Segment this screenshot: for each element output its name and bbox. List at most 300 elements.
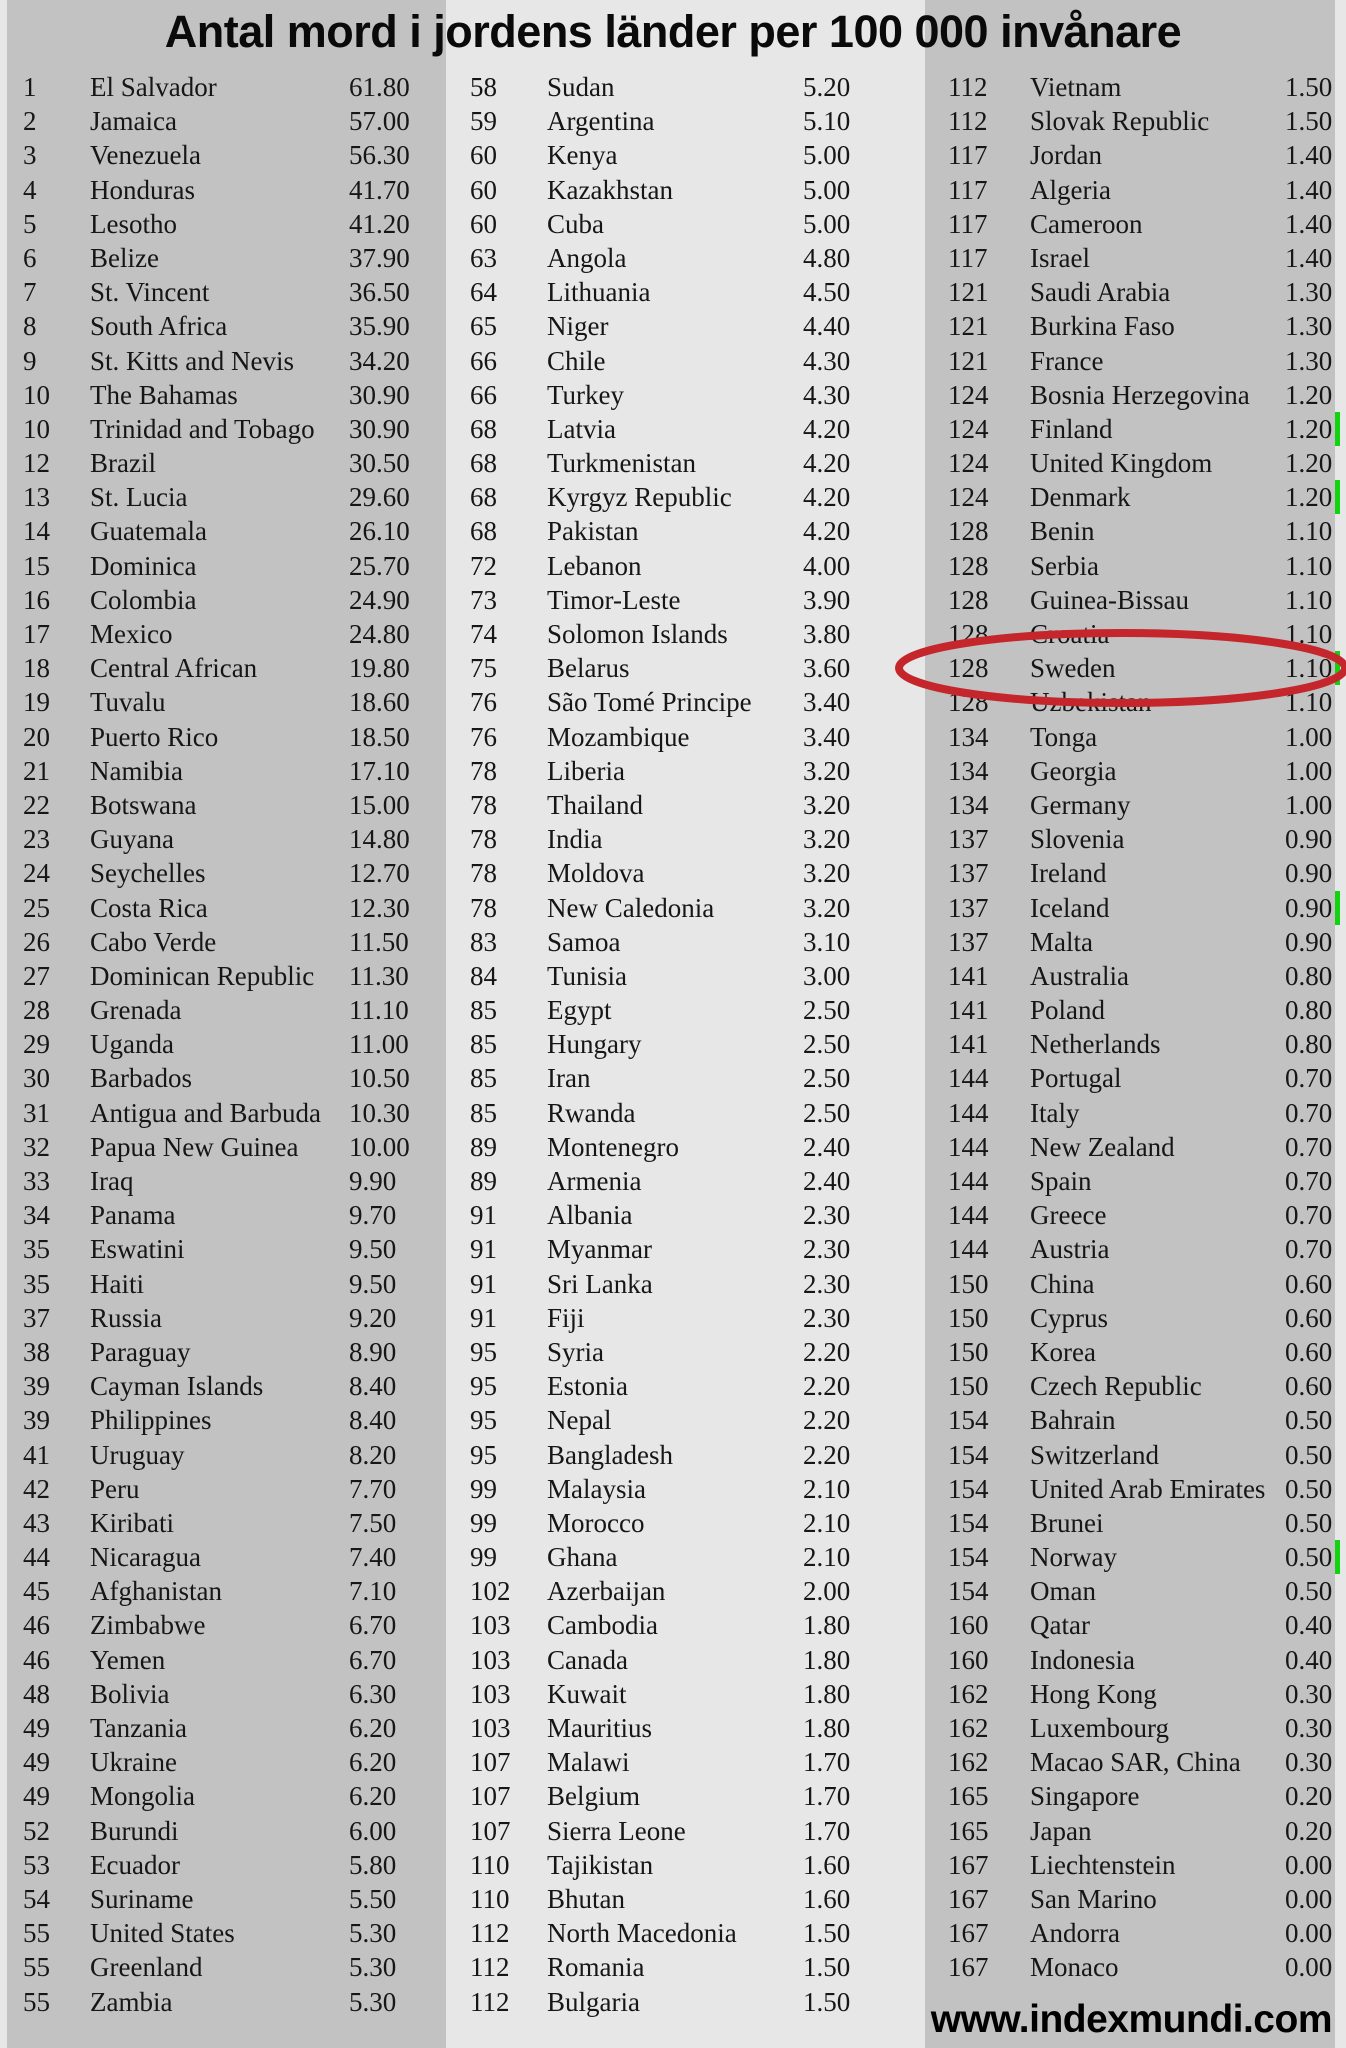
- value-cell: 2.50: [803, 1029, 851, 1060]
- country-cell: Liechtenstein: [1030, 1849, 1176, 1880]
- table-row: [23, 720, 425, 754]
- rank-cell: 84: [470, 960, 497, 991]
- rank-cell: 78: [470, 789, 497, 820]
- rank-cell: 154: [948, 1576, 989, 1607]
- table-row: [470, 1232, 883, 1266]
- rank-cell: 46: [23, 1644, 50, 1675]
- table-row: [948, 1540, 1346, 1574]
- rank-cell: 60: [470, 140, 497, 171]
- country-cell: Kyrgyz Republic: [547, 482, 732, 513]
- country-cell: Turkey: [547, 379, 625, 410]
- value-cell: 4.20: [803, 482, 851, 513]
- rank-cell: 52: [23, 1815, 50, 1846]
- country-cell: Liberia: [547, 755, 625, 786]
- value-cell: 0.70: [1285, 1200, 1333, 1231]
- source-website: www.indexmundi.com: [930, 1998, 1332, 2041]
- country-cell: Algeria: [1030, 174, 1111, 205]
- table-row: [948, 412, 1346, 446]
- value-cell: 2.50: [803, 1063, 851, 1094]
- value-cell: 2.40: [803, 1166, 851, 1196]
- rank-cell: 49: [23, 1747, 50, 1778]
- value-cell: 2.50: [803, 995, 851, 1026]
- rank-cell: 128: [948, 653, 989, 684]
- table-row: [948, 446, 1346, 480]
- value-cell: 0.90: [1285, 892, 1333, 923]
- country-cell: Czech Republic: [1030, 1371, 1202, 1402]
- rank-cell: 10: [23, 413, 50, 444]
- country-cell: Macao SAR, China: [1030, 1747, 1241, 1778]
- value-cell: 1.30: [1285, 277, 1333, 308]
- rank-cell: 137: [948, 824, 989, 855]
- country-cell: Belarus: [547, 653, 630, 684]
- rank-cell: 165: [948, 1815, 989, 1846]
- table-row: [23, 1950, 425, 1984]
- country-cell: Italy: [1030, 1097, 1080, 1128]
- country-cell: Korea: [1030, 1336, 1096, 1367]
- country-cell: Greenland: [90, 1952, 203, 1983]
- table-row: [470, 617, 883, 651]
- country-cell: United Arab Emirates: [1030, 1473, 1266, 1504]
- rank-cell: 27: [23, 960, 50, 991]
- table-row: [470, 1745, 883, 1779]
- country-cell: Canada: [547, 1644, 628, 1675]
- rank-cell: 49: [23, 1713, 50, 1743]
- country-cell: Jordan: [1030, 140, 1102, 171]
- country-cell: Suriname: [90, 1883, 194, 1914]
- rank-cell: 39: [23, 1371, 50, 1402]
- value-cell: 1.60: [803, 1883, 851, 1914]
- rank-cell: 103: [470, 1678, 511, 1709]
- value-cell: 1.40: [1285, 140, 1333, 171]
- value-cell: 2.50: [803, 1097, 851, 1128]
- table-row: [23, 378, 425, 412]
- table-row: [23, 1335, 425, 1369]
- table-row: [23, 925, 425, 959]
- rank-cell: 91: [470, 1302, 497, 1333]
- country-cell: Serbia: [1030, 550, 1099, 581]
- rank-cell: 68: [470, 516, 497, 547]
- country-cell: Hong Kong: [1030, 1678, 1157, 1709]
- table-row: [948, 70, 1346, 104]
- value-cell: 1.40: [1285, 174, 1333, 205]
- value-cell: 30.50: [349, 448, 410, 479]
- rank-cell: 141: [948, 960, 989, 991]
- rank-cell: 144: [948, 1166, 989, 1196]
- country-cell: Guinea-Bissau: [1030, 584, 1189, 615]
- table-row: [470, 1916, 883, 1950]
- table-row: [948, 1916, 1346, 1950]
- rank-cell: 91: [470, 1200, 497, 1231]
- rank-cell: 38: [23, 1336, 50, 1367]
- country-cell: Kenya: [547, 140, 618, 171]
- rank-cell: 60: [470, 174, 497, 205]
- country-cell: Fiji: [547, 1302, 585, 1333]
- value-cell: 0.30: [1285, 1678, 1333, 1709]
- table-row: [23, 1472, 425, 1506]
- rank-cell: 78: [470, 858, 497, 889]
- value-cell: 0.90: [1285, 824, 1333, 855]
- rank-cell: 25: [23, 892, 50, 923]
- value-cell: 41.20: [349, 208, 410, 239]
- rank-cell: 103: [470, 1644, 511, 1675]
- country-cell: Luxembourg: [1030, 1713, 1169, 1743]
- rank-cell: 26: [23, 926, 50, 957]
- rank-cell: 107: [470, 1815, 511, 1846]
- rank-cell: 10: [23, 379, 50, 410]
- table-row: [470, 173, 883, 207]
- country-cell: Eswatini: [90, 1234, 185, 1265]
- table-row: [470, 1164, 883, 1198]
- rank-cell: 124: [948, 413, 989, 444]
- country-cell: Pakistan: [547, 516, 639, 547]
- country-cell: Egypt: [547, 995, 612, 1026]
- table-row: [948, 856, 1346, 890]
- value-cell: 56.30: [349, 140, 410, 171]
- value-cell: 3.10: [803, 926, 851, 957]
- table-row: [470, 104, 883, 138]
- table-row: [948, 754, 1346, 788]
- country-cell: Myanmar: [547, 1234, 652, 1265]
- table-row: [948, 344, 1346, 378]
- country-cell: Argentina: [547, 106, 655, 137]
- country-cell: Panama: [90, 1200, 176, 1231]
- rank-cell: 60: [470, 208, 497, 239]
- table-row: [23, 344, 425, 378]
- rank-cell: 150: [948, 1302, 989, 1333]
- value-cell: 0.50: [1285, 1576, 1333, 1607]
- table-row: [23, 1506, 425, 1540]
- country-cell: Tuvalu: [90, 687, 166, 718]
- rank-cell: 6: [23, 242, 37, 273]
- country-cell: Cameroon: [1030, 208, 1143, 239]
- country-cell: Estonia: [547, 1371, 628, 1402]
- country-cell: Ireland: [1030, 858, 1107, 889]
- country-cell: Vietnam: [1030, 72, 1122, 102]
- country-cell: Hungary: [547, 1029, 642, 1060]
- table-row: [470, 549, 883, 583]
- country-cell: Malawi: [547, 1747, 630, 1778]
- value-cell: 30.90: [349, 413, 410, 444]
- table-row: [470, 993, 883, 1027]
- column-3: [948, 70, 1346, 1985]
- value-cell: 2.40: [803, 1131, 851, 1162]
- value-cell: 0.80: [1285, 1029, 1333, 1060]
- rank-cell: 17: [23, 619, 50, 649]
- country-cell: Andorra: [1030, 1918, 1120, 1949]
- country-cell: Cabo Verde: [90, 926, 217, 957]
- value-cell: 1.10: [1285, 687, 1333, 718]
- table-row: [470, 822, 883, 856]
- country-cell: Tunisia: [547, 960, 628, 991]
- rank-cell: 42: [23, 1473, 50, 1504]
- rank-cell: 76: [470, 721, 497, 752]
- rank-cell: 134: [948, 721, 989, 752]
- table-row: [470, 1608, 883, 1642]
- rank-cell: 112: [470, 1918, 510, 1949]
- table-row: [948, 685, 1346, 719]
- table-row: [948, 1198, 1346, 1232]
- table-row: [470, 651, 883, 685]
- country-cell: St. Vincent: [90, 277, 210, 308]
- country-cell: Poland: [1030, 995, 1106, 1026]
- country-cell: Cambodia: [547, 1610, 658, 1641]
- rank-cell: 24: [23, 858, 50, 889]
- table-row: [23, 1369, 425, 1403]
- table-row: [470, 412, 883, 446]
- rank-cell: 53: [23, 1849, 50, 1880]
- rank-cell: 110: [470, 1883, 510, 1914]
- table-row: [23, 1267, 425, 1301]
- country-cell: Norway: [1030, 1542, 1117, 1573]
- value-cell: 1.80: [803, 1644, 851, 1675]
- country-cell: Azerbaijan: [547, 1576, 666, 1607]
- rank-cell: 99: [470, 1507, 497, 1538]
- table-row: [470, 207, 883, 241]
- rank-cell: 78: [470, 892, 497, 923]
- value-cell: 7.10: [349, 1576, 397, 1607]
- country-cell: Barbados: [90, 1063, 192, 1094]
- country-cell: Japan: [1030, 1815, 1092, 1846]
- value-cell: 0.60: [1285, 1302, 1333, 1333]
- value-cell: 3.20: [803, 789, 851, 820]
- country-cell: Denmark: [1030, 482, 1131, 513]
- country-cell: Nicaragua: [90, 1542, 201, 1573]
- value-cell: 18.50: [349, 721, 410, 752]
- value-cell: 6.70: [349, 1644, 397, 1675]
- rank-cell: 55: [23, 1986, 50, 2017]
- table-row: [23, 275, 425, 309]
- rank-cell: 85: [470, 1029, 497, 1060]
- value-cell: 3.90: [803, 584, 851, 615]
- table-row: [23, 1164, 425, 1198]
- rank-cell: 13: [23, 482, 50, 513]
- table-row: [948, 1335, 1346, 1369]
- table-row: [470, 1369, 883, 1403]
- country-cell: Mexico: [90, 619, 173, 649]
- value-cell: 41.70: [349, 174, 410, 205]
- table-row: [948, 549, 1346, 583]
- table-row: [23, 138, 425, 172]
- value-cell: 0.30: [1285, 1747, 1333, 1778]
- country-cell: Uganda: [90, 1029, 174, 1060]
- rank-cell: 160: [948, 1610, 989, 1641]
- value-cell: 0.70: [1285, 1166, 1333, 1196]
- country-cell: Slovak Republic: [1030, 106, 1210, 137]
- value-cell: 4.50: [803, 277, 851, 308]
- rank-cell: 39: [23, 1405, 50, 1436]
- value-cell: 5.80: [349, 1849, 397, 1880]
- table-row: [470, 891, 883, 925]
- table-row: [23, 1985, 425, 2019]
- table-row: [23, 891, 425, 925]
- value-cell: 8.40: [349, 1371, 397, 1402]
- value-cell: 7.70: [349, 1473, 397, 1504]
- country-cell: El Salvador: [90, 72, 217, 102]
- rank-cell: 95: [470, 1336, 497, 1367]
- table-row: [23, 1848, 425, 1882]
- rank-cell: 150: [948, 1268, 989, 1299]
- rank-cell: 167: [948, 1952, 989, 1983]
- table-row: [948, 651, 1346, 685]
- rank-cell: 144: [948, 1063, 989, 1094]
- rank-cell: 78: [470, 755, 497, 786]
- rank-cell: 128: [948, 516, 989, 547]
- rank-cell: 46: [23, 1610, 50, 1641]
- value-cell: 5.30: [349, 1918, 397, 1949]
- value-cell: 2.00: [803, 1576, 851, 1607]
- table-row: [470, 754, 883, 788]
- rank-cell: 66: [470, 379, 497, 410]
- rank-cell: 134: [948, 789, 989, 820]
- country-cell: Antigua and Barbuda: [90, 1097, 321, 1128]
- country-cell: Solomon Islands: [547, 619, 728, 649]
- value-cell: 0.20: [1285, 1781, 1333, 1812]
- rank-cell: 137: [948, 892, 989, 923]
- value-cell: 0.50: [1285, 1439, 1333, 1470]
- table-row: [948, 1950, 1346, 1984]
- rank-cell: 121: [948, 311, 989, 342]
- country-cell: Tajikistan: [547, 1849, 654, 1880]
- value-cell: 6.20: [349, 1713, 397, 1743]
- value-cell: 6.70: [349, 1610, 397, 1641]
- country-cell: Croatia: [1030, 619, 1110, 649]
- value-cell: 4.40: [803, 311, 851, 342]
- rank-cell: 22: [23, 789, 50, 820]
- rank-cell: 112: [948, 72, 988, 102]
- rank-cell: 55: [23, 1952, 50, 1983]
- value-cell: 4.30: [803, 379, 851, 410]
- table-row: [470, 514, 883, 548]
- table-row: [23, 412, 425, 446]
- table-row: [23, 856, 425, 890]
- rank-cell: 141: [948, 1029, 989, 1060]
- table-row: [470, 1027, 883, 1061]
- rank-cell: 128: [948, 687, 989, 718]
- table-row: [23, 822, 425, 856]
- country-cell: Zimbabwe: [90, 1610, 206, 1641]
- rank-cell: 23: [23, 824, 50, 855]
- country-cell: Iceland: [1030, 892, 1110, 923]
- rank-cell: 85: [470, 995, 497, 1026]
- value-cell: 3.40: [803, 721, 851, 752]
- rank-cell: 99: [470, 1473, 497, 1504]
- table-row: [23, 1882, 425, 1916]
- table-row: [23, 309, 425, 343]
- rank-cell: 66: [470, 345, 497, 376]
- rank-cell: 150: [948, 1371, 989, 1402]
- country-cell: South Africa: [90, 311, 228, 342]
- country-cell: Papua New Guinea: [90, 1131, 299, 1162]
- value-cell: 15.00: [349, 789, 410, 820]
- rank-cell: 9: [23, 345, 37, 376]
- value-cell: 3.00: [803, 960, 851, 991]
- value-cell: 4.30: [803, 345, 851, 376]
- value-cell: 0.60: [1285, 1371, 1333, 1402]
- country-cell: Mongolia: [90, 1781, 195, 1812]
- country-cell: Ecuador: [90, 1849, 180, 1880]
- value-cell: 0.70: [1285, 1131, 1333, 1162]
- rank-cell: 112: [470, 1986, 510, 2017]
- value-cell: 10.30: [349, 1097, 410, 1128]
- value-cell: 9.50: [349, 1234, 397, 1265]
- table-row: [23, 1779, 425, 1813]
- country-cell: China: [1030, 1268, 1095, 1299]
- rank-cell: 54: [23, 1883, 50, 1914]
- value-cell: 0.40: [1285, 1644, 1333, 1675]
- rank-cell: 32: [23, 1131, 50, 1162]
- rank-cell: 76: [470, 687, 497, 718]
- value-cell: 2.20: [803, 1371, 851, 1402]
- table-row: [470, 378, 883, 412]
- value-cell: 10.50: [349, 1063, 410, 1094]
- country-cell: Uruguay: [90, 1439, 185, 1470]
- country-cell: Burkina Faso: [1030, 311, 1175, 342]
- value-cell: 8.40: [349, 1405, 397, 1436]
- table-row: [470, 1301, 883, 1335]
- value-cell: 8.90: [349, 1336, 397, 1367]
- value-cell: 2.20: [803, 1336, 851, 1367]
- country-cell: Iran: [547, 1063, 591, 1094]
- rank-cell: 31: [23, 1097, 50, 1128]
- table-row: [23, 549, 425, 583]
- rank-cell: 167: [948, 1849, 989, 1880]
- value-cell: 5.30: [349, 1952, 397, 1983]
- value-cell: 2.20: [803, 1439, 851, 1470]
- rank-cell: 28: [23, 995, 50, 1026]
- value-cell: 0.30: [1285, 1713, 1333, 1743]
- country-cell: Tanzania: [90, 1713, 188, 1743]
- rank-cell: 12: [23, 448, 50, 479]
- rank-cell: 162: [948, 1678, 989, 1709]
- table-row: [948, 309, 1346, 343]
- table-row: [948, 1061, 1346, 1095]
- table-row: [470, 138, 883, 172]
- value-cell: 1.80: [803, 1610, 851, 1641]
- value-cell: 0.00: [1285, 1883, 1333, 1914]
- rank-cell: 19: [23, 687, 50, 718]
- country-cell: Samoa: [547, 926, 621, 957]
- table-row: [23, 754, 425, 788]
- rank-cell: 107: [470, 1747, 511, 1778]
- rank-cell: 37: [23, 1302, 50, 1333]
- table-row: [948, 925, 1346, 959]
- value-cell: 12.30: [349, 892, 410, 923]
- country-cell: Slovenia: [1030, 824, 1125, 855]
- table-row: [948, 891, 1346, 925]
- rank-cell: 83: [470, 926, 497, 957]
- country-cell: Kazakhstan: [547, 174, 673, 205]
- rank-cell: 165: [948, 1781, 989, 1812]
- value-cell: 1.70: [803, 1747, 851, 1778]
- value-cell: 0.70: [1285, 1063, 1333, 1094]
- table-row: [948, 1096, 1346, 1130]
- rank-cell: 65: [470, 311, 497, 342]
- table-row: [948, 1711, 1346, 1745]
- country-cell: Niger: [547, 311, 609, 342]
- country-cell: Turkmenistan: [547, 448, 697, 479]
- rank-cell: 112: [948, 106, 988, 137]
- country-cell: St. Kitts and Nevis: [90, 345, 295, 376]
- value-cell: 5.20: [803, 72, 851, 102]
- country-cell: Timor-Leste: [547, 584, 681, 615]
- table-row: [23, 651, 425, 685]
- value-cell: 1.00: [1285, 721, 1333, 752]
- value-cell: 9.70: [349, 1200, 397, 1231]
- country-cell: Lesotho: [90, 208, 177, 239]
- country-cell: Honduras: [90, 174, 195, 205]
- table-row: [23, 1027, 425, 1061]
- country-cell: San Marino: [1030, 1883, 1157, 1914]
